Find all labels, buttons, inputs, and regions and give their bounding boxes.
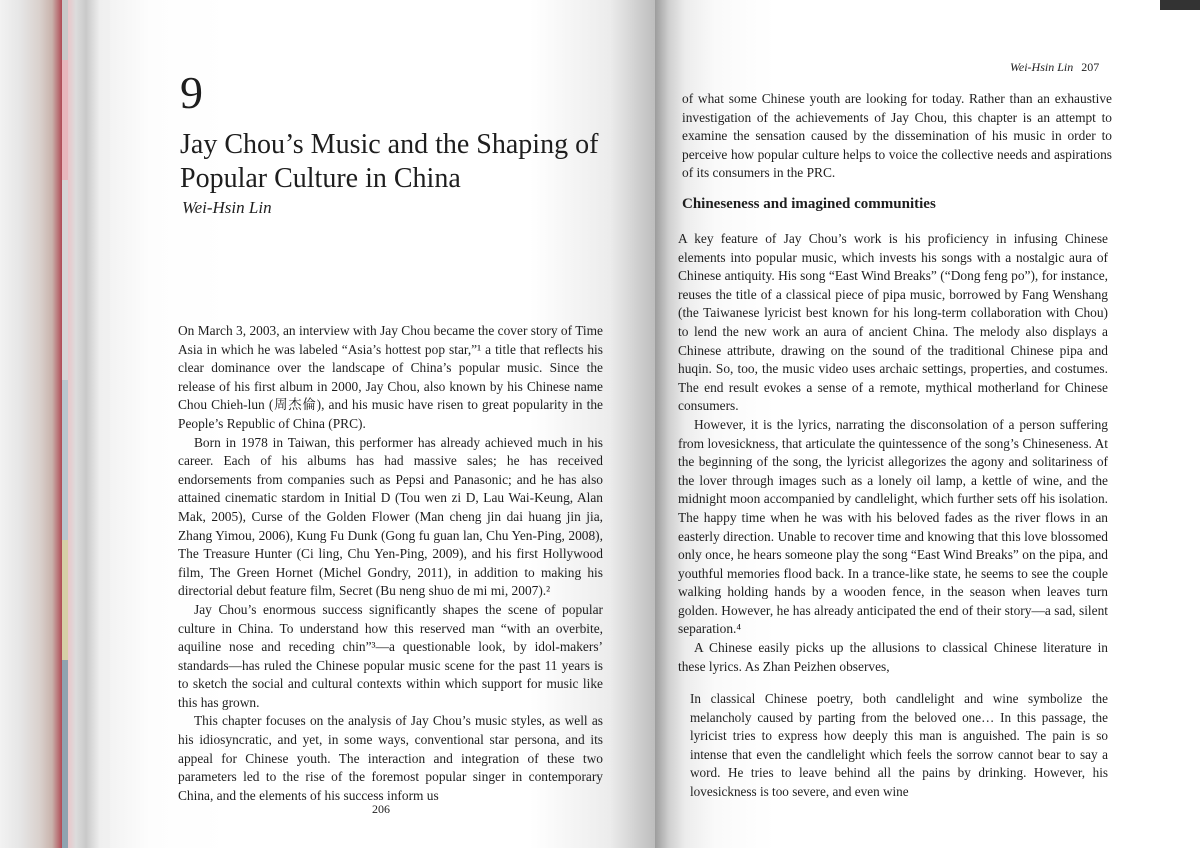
chapter-title: Jay Chou’s Music and the Shaping of Popular Culture in China [180, 129, 599, 194]
page-number-right: 207 [1081, 60, 1100, 74]
paragraph: of what some Chinese youth are looking for today. Rather than an exhaustive investigation of the achievements of Jay Chou, this chapter is an attempt to examine the sensation caused by the dissemination of his music in order to perceive how popular culture helps to voice the collective needs and aspirations of its consumers in the PRC. [682, 91, 1112, 181]
right-page-continued [682, 90, 1112, 183]
scan-edge [1160, 0, 1200, 10]
paragraph: A key feature of Jay Chou’s work is his proficiency in infusing Chinese elements into popular music, which invests his songs with a nostalgic aura of Chinese antiquity. His song “East Wind Breaks” (“Dong feng po”), for instance, reuses the title of a classical piece of pipa music, borrowed by Fang Wenshang (the Taiwanese lyricist best known for his long-term collaboration with Chou) to lend the new work an aura of ancient China. The melody also displays a Chinese attribute, drawing on the sound of the traditional Chinese pipa and huqin. So, too, the music video uses archaic settings, properties, and costumes. The end result evokes a sense of a remote, mythical motherland for Chinese consumers. [678, 231, 1108, 414]
paragraph: Born in 1978 in Taiwan, this performer has already achieved much in his career. Each of his albums has had massive sales; he has received endorsements from companies such as Pepsi and Panasonic; and he has also attained cinematic stardom in Initial D (Tou wen zi D, Lau Wai-Keung, Alan Mak, 2005), Curse of the Golden Flower (Man cheng jin dai huang jin jia, Zhang Yimou, 2006), Kung Fu Dunk (Gong fu guan lan, Chu Yen-Ping, 2008), The Treasure Hunter (Ci ling, Chu Yen-Ping, 2009), and his first Hollywood film, The Green Hornet (Michel Gondry, 2011), in addition to making his directorial debut feature film, Secret (Bu neng shuo de mi mi, 2007).² [178, 434, 603, 599]
paragraph: This chapter focuses on the analysis of Jay Chou’s music styles, as well as his idiosyncratic, and yet, in some ways, conventional star persona, and its appeal for Chinese youth. The interaction and integration of these two parameters led to the rise of the foremost popular singer in contemporary China, and the elements of his success inform us [178, 713, 603, 803]
page-number-left: 206 [372, 802, 390, 816]
section-heading: Chineseness and imagined communities [682, 196, 936, 212]
paragraph: However, it is the lyrics, narrating the disconsolation of a person suffering from lovesickness, that articulate the quintessence of the song’s Chineseness. At the beginning of the song, the lyricist allegorizes the agony and solitariness of the lover through images such as a lonely oil lamp, a kettle of wine, and the midnight moon accompanied by candlelight, which further sets off his isolation. The happy time when he was with his beloved fades as the river flows in an easterly direction. Unable to recover time and knowing that this love blossomed only once, he hears someone play the song “East Wind Breaks” on the pipa, and youthful memories flood back. In a trance-like state, he seems to see the couple walking holding hands by a wooden fence, in the season when leaves turn golden. However, he has already anticipated the end of their story—a sad, silent separation.⁴ [678, 416, 1108, 637]
paragraph: Jay Chou’s enormous success significantly shapes the scene of popular culture in China. To understand how this reserved man “with an overbite, aquiline nose and receding chin”³—a questionable look, by idol-makers’ standards—has ruled the Chinese popular music scene for the past 11 years is to sketch the social and cultural contexts within which support for music like this has grown. [178, 601, 603, 710]
running-head [1010, 60, 1099, 75]
right-page-body [678, 230, 1108, 676]
running-head-author: Wei-Hsin Lin [1010, 60, 1074, 74]
paragraph: A Chinese easily picks up the allusions to classical Chinese literature in these lyrics. As Zhan Peizhen observes, [678, 640, 1108, 674]
chapter-number: 9 [180, 67, 203, 118]
paragraph: On March 3, 2003, an interview with Jay Chou became the cover story of Time Asia in which he was labeled “Asia’s hottest pop star,”¹ a title that reflects his clear dominance over the landscape of China’s popular music. Since the release of his first album in 2000, Jay Chou, also known by his Chinese name Chou Chieh-lun (周杰倫), and his music have risen to great popularity in the People’s Republic of China (PRC). [178, 323, 603, 431]
chapter-author: Wei-Hsin Lin [182, 198, 272, 217]
left-page-body [178, 322, 603, 805]
block-quote: In classical Chinese poetry, both candlelight and wine symbolize the melancholy caused by parting from the beloved one… In this passage, the lyricist tries to express how deeply this man is anguished. The pain is so intense that even the candlelight which feels the sorrow cannot bear to say a word. He tries to leave behind all the pains by drinking. However, his lovesickness is too severe, and even wine [690, 691, 1108, 799]
